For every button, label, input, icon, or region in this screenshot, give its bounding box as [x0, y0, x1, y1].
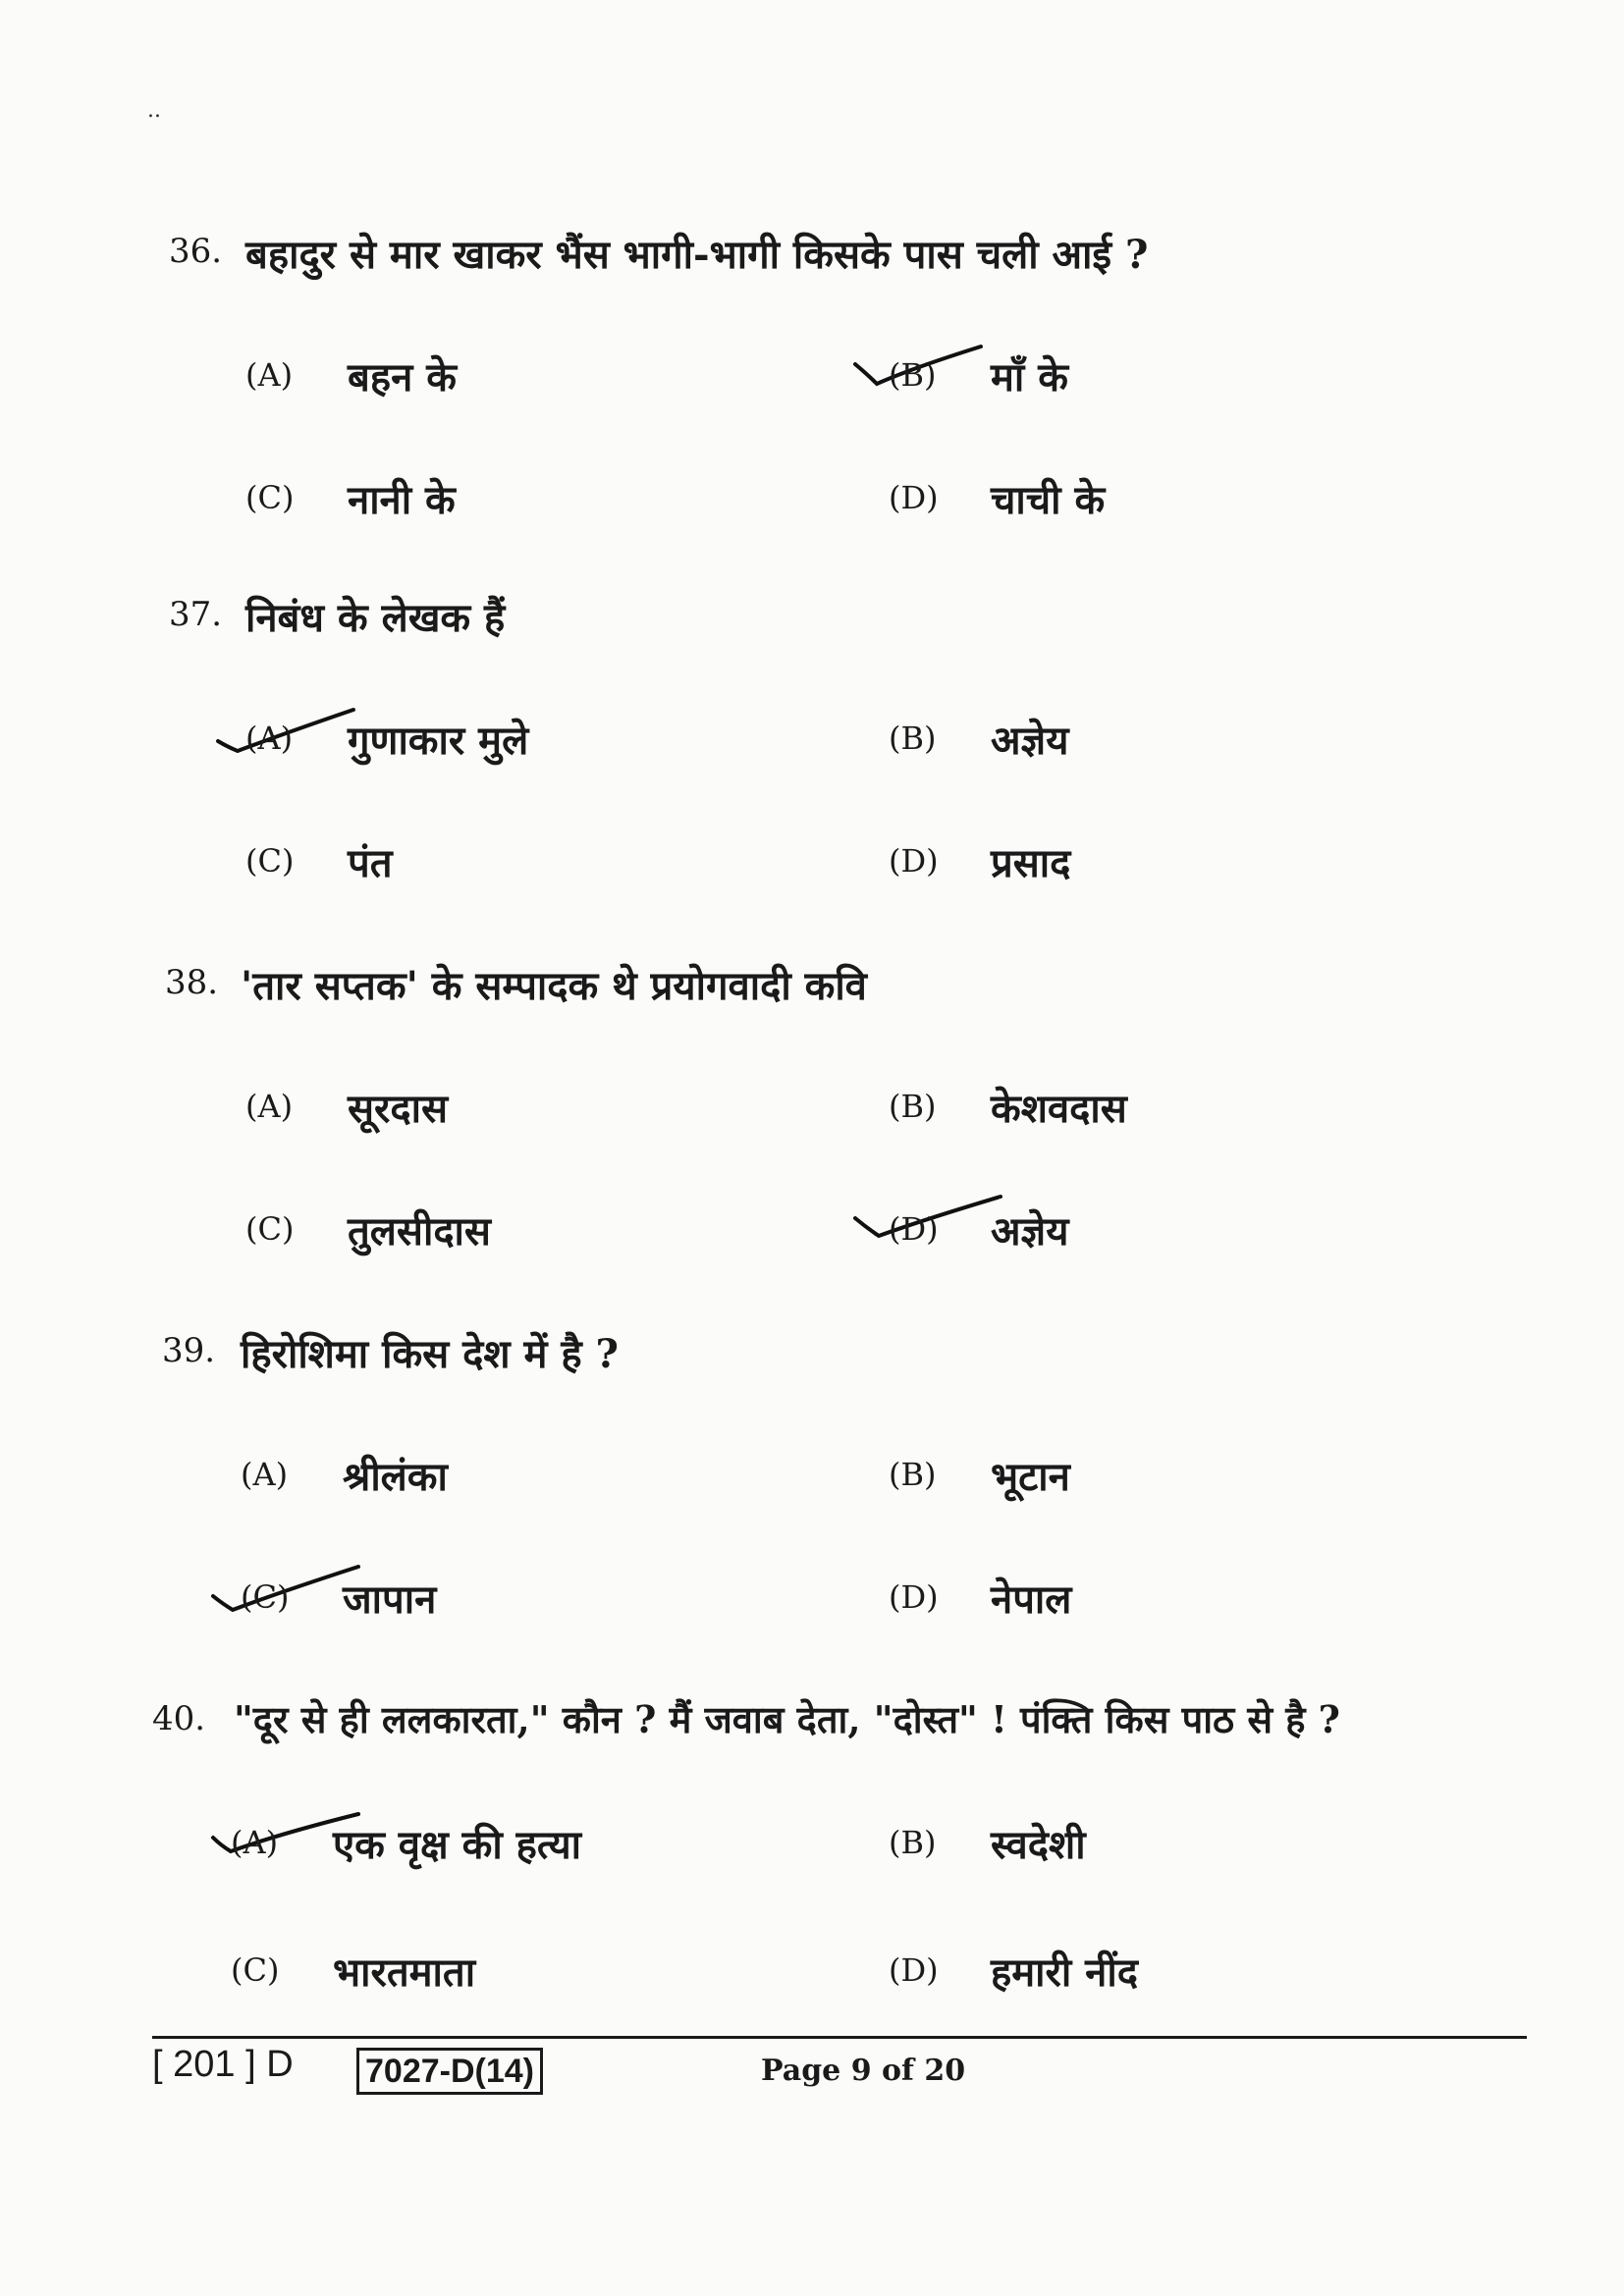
option-letter: (C)	[245, 479, 295, 516]
option-letter: (C)	[245, 842, 295, 880]
option-letter: (C)	[245, 1210, 295, 1248]
option-letter: (C)	[231, 1951, 280, 1989]
page-number: Page 9 of 20	[761, 2054, 966, 2088]
option-text: स्वदेशी	[991, 1822, 1086, 1868]
question-text: बहादुर से मार खाकर भैंस भागी-भागी किसके पास चली आई ?	[245, 232, 1149, 278]
booklet-code: 7027-D(14)	[356, 2048, 543, 2095]
option-letter: (A)	[245, 720, 294, 757]
option-text: केशवदास	[991, 1086, 1127, 1132]
question-number: 40.	[152, 1699, 206, 1738]
paper-code: [ 201 ] D	[152, 2044, 294, 2085]
option-text: एक वृक्ष की हत्या	[333, 1822, 582, 1868]
option-letter: (D)	[889, 1210, 939, 1248]
option-text: नेपाल	[991, 1576, 1072, 1623]
option-letter: (A)	[241, 1456, 289, 1493]
option-letter: (D)	[889, 479, 939, 516]
option-text: नानी के	[348, 477, 456, 523]
option-letter: (D)	[889, 1951, 939, 1989]
option-text: गुणाकार मुले	[348, 718, 529, 764]
option-text: पंत	[348, 840, 393, 886]
question-number: 36.	[169, 232, 223, 271]
question-text: हिरोशिमा किस देश में है ?	[241, 1331, 619, 1377]
option-letter: (D)	[889, 842, 939, 880]
option-text: श्रीलंका	[343, 1454, 448, 1500]
page-footer	[152, 2044, 1527, 2112]
page-mark: ..	[147, 98, 161, 123]
question-text: 'तार सप्तक' के सम्पादक थे प्रयोगवादी कवि	[241, 963, 867, 1009]
option-letter: (B)	[889, 1456, 937, 1493]
option-text: प्रसाद	[991, 840, 1071, 886]
option-text: सूरदास	[348, 1086, 449, 1132]
option-letter: (C)	[241, 1578, 290, 1616]
option-text: हमारी नींद	[991, 1949, 1138, 1996]
question-text: "दूर से ही ललकारता," कौन ? मैं जवाब देता, "दोस्त" ! पंक्ति किस पाठ से है ?	[234, 1697, 1340, 1741]
footer-divider	[152, 2036, 1527, 2039]
option-text: भूटान	[991, 1454, 1070, 1500]
question-number: 38.	[165, 963, 219, 1002]
option-text: बहन के	[348, 354, 457, 400]
option-letter: (A)	[231, 1824, 279, 1861]
option-text: चाची के	[991, 477, 1106, 523]
option-text: भारतमाता	[333, 1949, 476, 1996]
option-letter: (A)	[245, 356, 294, 394]
option-text: अज्ञेय	[991, 718, 1069, 764]
question-number: 39.	[162, 1331, 216, 1370]
option-text: अज्ञेय	[991, 1208, 1069, 1255]
question-text: निबंध के लेखक हैं	[245, 595, 506, 641]
question-number: 37.	[169, 595, 223, 634]
option-letter: (B)	[889, 1088, 937, 1125]
option-letter: (A)	[245, 1088, 294, 1125]
option-letter: (B)	[889, 1824, 937, 1861]
option-text: जापान	[343, 1576, 437, 1623]
option-text: माँ के	[991, 354, 1068, 400]
option-letter: (D)	[889, 1578, 939, 1616]
option-letter: (B)	[889, 356, 937, 394]
option-letter: (B)	[889, 720, 937, 757]
option-text: तुलसीदास	[348, 1208, 491, 1255]
